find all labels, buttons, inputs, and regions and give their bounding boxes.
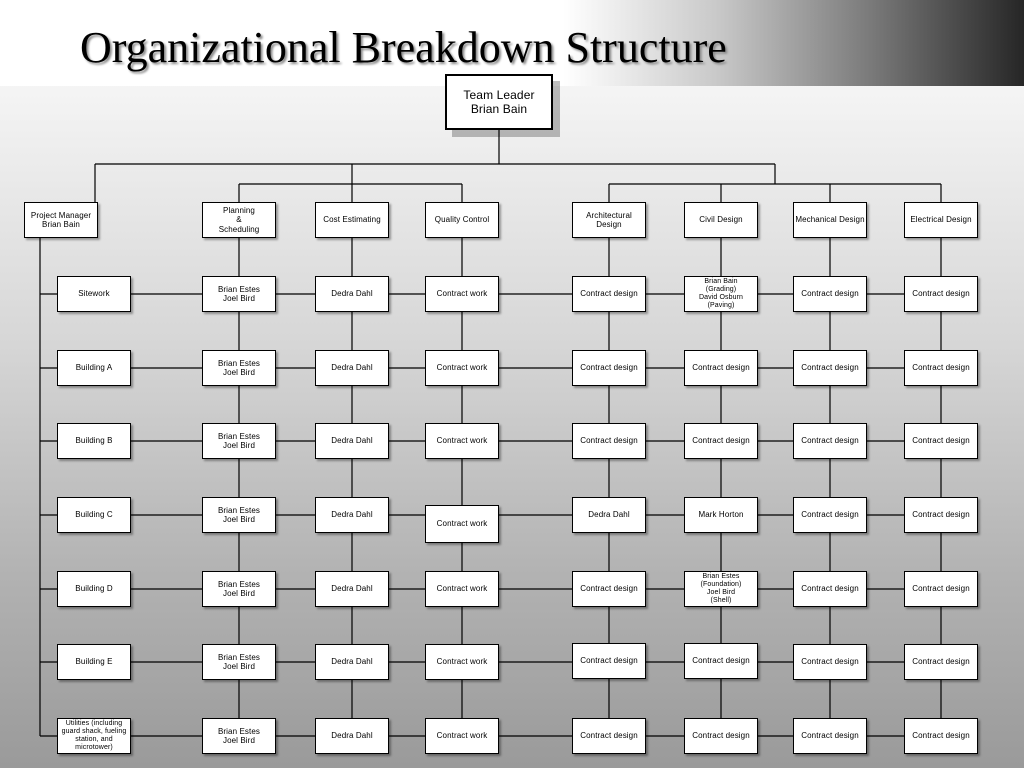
row-label-1: Building A [57,350,131,386]
cell-r1-c0: Brian Estes Joel Bird [202,350,276,386]
cell-r2-c3: Contract design [572,423,646,459]
cell-r6-c0: Brian Estes Joel Bird [202,718,276,754]
cell-r3-c3: Dedra Dahl [572,497,646,533]
cell-r3-c2: Contract work [425,505,499,543]
cell-r4-c6: Contract design [904,571,978,607]
cell-r0-c5: Contract design [793,276,867,312]
cell-r5-c3: Contract design [572,643,646,679]
row-label-5: Building E [57,644,131,680]
row-label-6: Utilities (including guard shack, fueling station, and microtower) [57,718,131,754]
page-title: Organizational Breakdown Structure [80,23,727,72]
column-header-0: Planning & Scheduling [202,202,276,238]
cell-r4-c1: Dedra Dahl [315,571,389,607]
row-label-3: Building C [57,497,131,533]
cell-r2-c5: Contract design [793,423,867,459]
project-manager-box: Project Manager Brian Bain [24,202,98,238]
cell-r1-c3: Contract design [572,350,646,386]
row-label-4: Building D [57,571,131,607]
cell-r6-c4: Contract design [684,718,758,754]
cell-r0-c2: Contract work [425,276,499,312]
cell-r0-c6: Contract design [904,276,978,312]
column-header-5: Mechanical Design [793,202,867,238]
cell-r2-c0: Brian Estes Joel Bird [202,423,276,459]
cell-r0-c4: Brian Bain (Grading) David Osburn (Paving) [684,276,758,312]
cell-r5-c1: Dedra Dahl [315,644,389,680]
row-label-2: Building B [57,423,131,459]
cell-r5-c0: Brian Estes Joel Bird [202,644,276,680]
cell-r5-c5: Contract design [793,644,867,680]
cell-r2-c2: Contract work [425,423,499,459]
cell-r6-c6: Contract design [904,718,978,754]
cell-r6-c5: Contract design [793,718,867,754]
cell-r1-c6: Contract design [904,350,978,386]
cell-r0-c1: Dedra Dahl [315,276,389,312]
cell-r3-c0: Brian Estes Joel Bird [202,497,276,533]
cell-r1-c5: Contract design [793,350,867,386]
column-header-2: Quality Control [425,202,499,238]
cell-r4-c4: Brian Estes (Foundation) Joel Bird (Shell) [684,571,758,607]
cell-r6-c2: Contract work [425,718,499,754]
cell-r3-c5: Contract design [793,497,867,533]
cell-r1-c2: Contract work [425,350,499,386]
cell-r1-c4: Contract design [684,350,758,386]
team-leader-box: Team Leader Brian Bain [445,74,553,130]
row-label-0: Sitework [57,276,131,312]
cell-r4-c2: Contract work [425,571,499,607]
cell-r3-c1: Dedra Dahl [315,497,389,533]
cell-r5-c6: Contract design [904,644,978,680]
cell-r4-c3: Contract design [572,571,646,607]
cell-r5-c2: Contract work [425,644,499,680]
cell-r0-c0: Brian Estes Joel Bird [202,276,276,312]
column-header-6: Electrical Design [904,202,978,238]
cell-r2-c4: Contract design [684,423,758,459]
cell-r3-c4: Mark Horton [684,497,758,533]
cell-r6-c1: Dedra Dahl [315,718,389,754]
cell-r2-c1: Dedra Dahl [315,423,389,459]
cell-r1-c1: Dedra Dahl [315,350,389,386]
column-header-1: Cost Estimating [315,202,389,238]
column-header-4: Civil Design [684,202,758,238]
column-header-3: Architectural Design [572,202,646,238]
cell-r4-c5: Contract design [793,571,867,607]
cell-r6-c3: Contract design [572,718,646,754]
cell-r0-c3: Contract design [572,276,646,312]
cell-r2-c6: Contract design [904,423,978,459]
cell-r5-c4: Contract design [684,643,758,679]
cell-r4-c0: Brian Estes Joel Bird [202,571,276,607]
cell-r3-c6: Contract design [904,497,978,533]
